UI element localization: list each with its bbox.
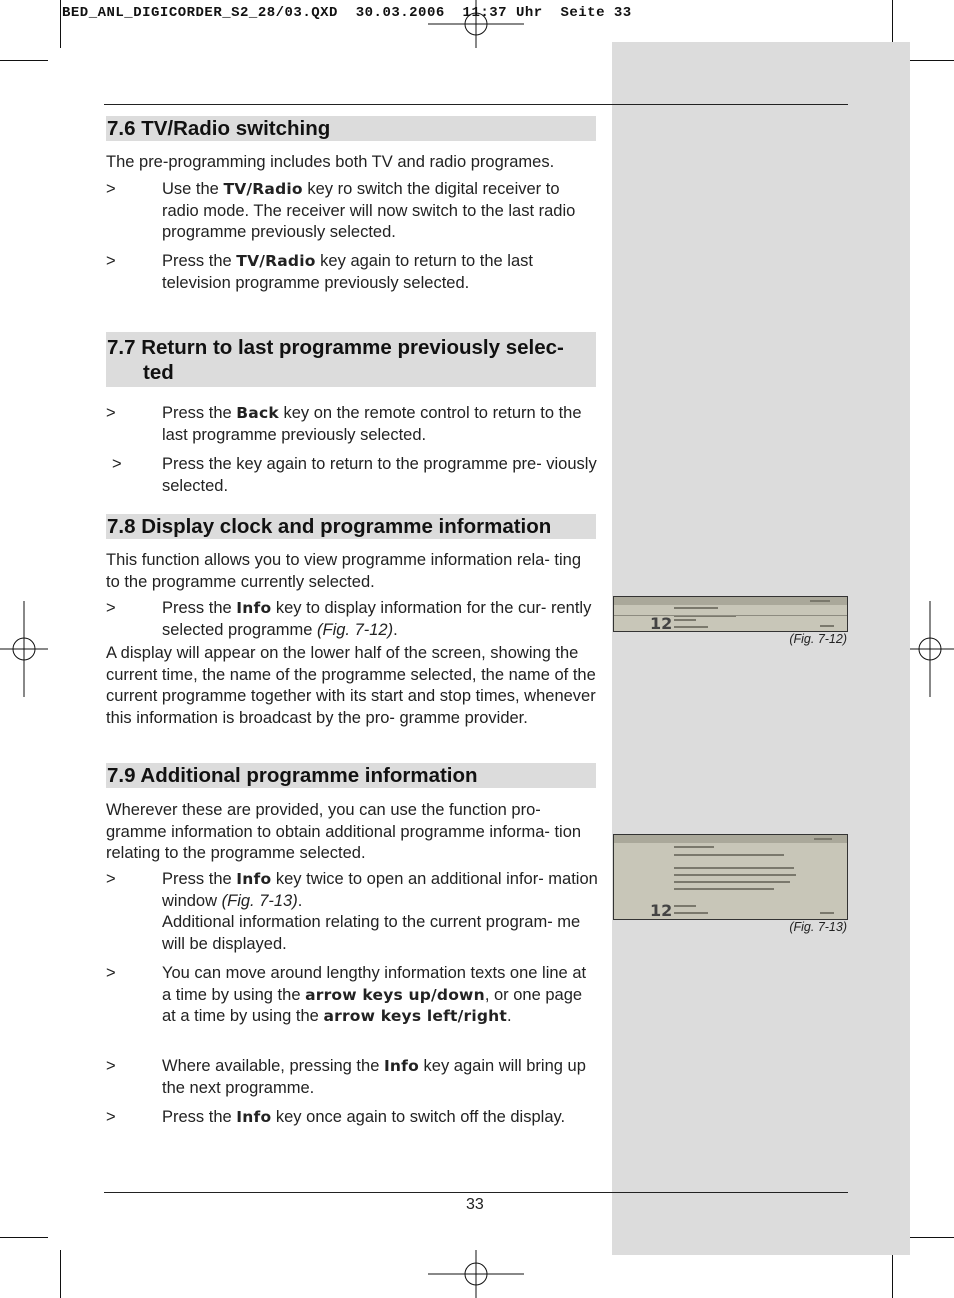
list-item: > Press the key again to return to the programme pre- viously selected. xyxy=(112,455,597,495)
bullet-marker: > xyxy=(106,599,116,617)
crop-mark xyxy=(60,0,61,48)
key-name: Info xyxy=(236,599,272,617)
bullet-marker: > xyxy=(106,252,116,270)
bullet-marker: > xyxy=(106,1108,116,1126)
figure-reference: (Fig. 7-13) xyxy=(221,891,298,910)
figure-7-13-screenshot xyxy=(613,834,848,920)
margin-sidebar xyxy=(612,42,910,1255)
figure-caption: (Fig. 7-13) xyxy=(789,920,847,934)
list-item: > Press the Info key to display information for the cur- rently selected programme (Fig. 7-12). xyxy=(106,599,592,639)
key-name: Info xyxy=(383,1057,419,1075)
key-name: Back xyxy=(236,404,279,422)
section-heading-7-7: 7.7 Return to last programme previously selec- ted xyxy=(106,332,596,387)
crop-mark xyxy=(892,1250,893,1298)
crop-mark xyxy=(906,1237,954,1238)
key-name: TV/Radio xyxy=(236,252,316,270)
channel-number: 12 xyxy=(650,614,673,632)
section-7-6-intro: The pre-programming includes both TV and radio programes. xyxy=(106,153,555,171)
registration-mark-icon xyxy=(0,601,48,697)
channel-number: 12 xyxy=(650,901,673,920)
figure-reference: (Fig. 7-12) xyxy=(317,620,394,639)
crop-mark xyxy=(892,0,893,48)
crop-mark xyxy=(0,60,48,61)
bullet-marker: > xyxy=(106,404,116,422)
key-name: Info xyxy=(236,870,272,888)
list-item: > You can move around lengthy information texts one line at a time by using the arrow keys up/down, or one page at a time by using the arrow keys left/right. xyxy=(106,964,587,1026)
page-number: 33 xyxy=(466,1196,484,1213)
bullet-marker: > xyxy=(112,455,122,473)
section-heading-7-8: 7.8 Display clock and programme information xyxy=(106,514,596,539)
section-heading-7-6: 7.6 TV/Radio switching xyxy=(106,116,596,141)
section-7-9-intro: Wherever these are provided, you can use the function pro- gramme information to obtain additional programme informa- tion relating to the programme selected. xyxy=(106,801,582,863)
bullet-marker: > xyxy=(106,1057,116,1075)
top-rule xyxy=(104,104,848,105)
bullet-marker: > xyxy=(106,180,116,198)
key-name: Info xyxy=(236,1108,272,1126)
list-item: > Press the TV/Radio key again to return to the last television programme previously selected. xyxy=(106,252,533,292)
crop-mark xyxy=(60,1250,61,1298)
slug-line: BED_ANL_DIGICORDER_S2_28/03.QXD 30.03.2006 11:37 Uhr Seite 33 xyxy=(62,5,632,21)
crop-mark xyxy=(906,60,954,61)
list-item: > Press the Info key twice to open an additional infor- mation window (Fig. 7-13). Additional information relating to the current program- me will be displayed. xyxy=(106,870,598,953)
bottom-rule xyxy=(104,1192,848,1193)
list-item: > Where available, pressing the Info key again will bring up the next programme. xyxy=(106,1057,586,1097)
section-heading-7-9: 7.9 Additional programme information xyxy=(106,763,596,788)
list-item: > Use the TV/Radio key ro switch the digital receiver to radio mode. The receiver will now switch to the last radio programme previously selected. xyxy=(106,180,576,242)
crop-mark xyxy=(0,1237,48,1238)
section-7-8-intro: This function allows you to view programme information rela- ting to the programme currently selected. xyxy=(106,551,582,591)
key-name: TV/Radio xyxy=(223,180,303,198)
list-item: > Press the Info key once again to switch off the display. xyxy=(106,1107,598,1129)
bullet-marker: > xyxy=(106,964,116,982)
bullet-marker: > xyxy=(106,870,116,888)
list-item: > Press the Back key on the remote control to return to the last programme previously selected. xyxy=(106,404,582,444)
section-7-8-body: A display will appear on the lower half of the screen, showing the current time, the name of the programme selected, the name of the current programme together with its start and stop times, whenever this information is broadcast by the pro- gramme provider. xyxy=(106,644,596,727)
figure-7-12-screenshot xyxy=(613,596,848,632)
key-name: arrow keys up/down xyxy=(305,985,485,1004)
key-name: arrow keys left/right xyxy=(323,1007,508,1026)
registration-mark-icon xyxy=(906,601,954,697)
registration-mark-icon xyxy=(428,1250,524,1298)
figure-caption: (Fig. 7-12) xyxy=(789,632,847,646)
